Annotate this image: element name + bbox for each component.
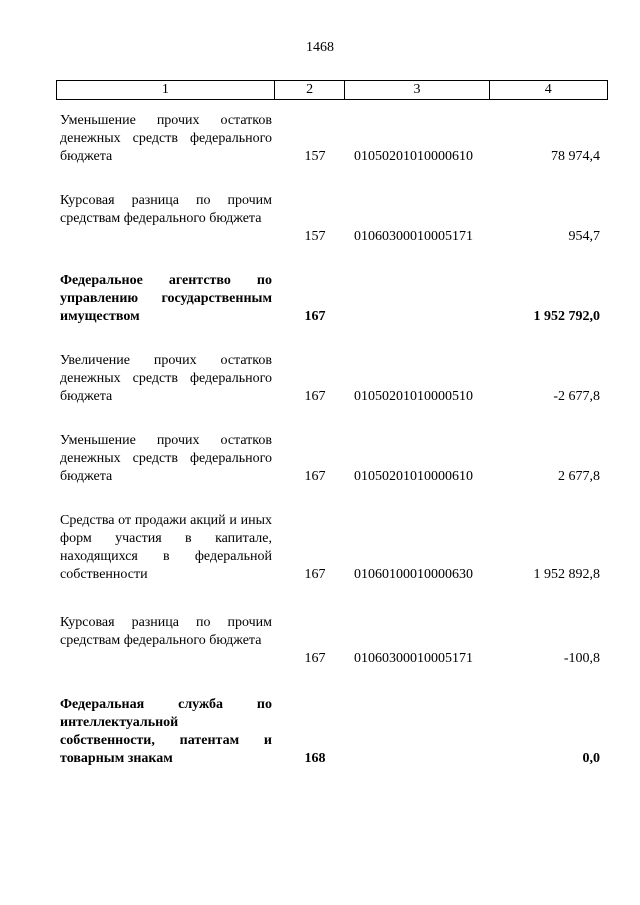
column-header-row bbox=[57, 81, 608, 100]
row-code: 167 bbox=[304, 389, 326, 404]
row-amount: -2 677,8 bbox=[553, 389, 600, 404]
row-code: 167 bbox=[304, 567, 326, 582]
row-amount: 954,7 bbox=[568, 229, 600, 244]
row-amount: 0,0 bbox=[582, 751, 600, 766]
table-row-group-header bbox=[56, 272, 608, 352]
column-header-1: 1 bbox=[57, 81, 275, 100]
table-row bbox=[56, 614, 608, 696]
column-header-3: 3 bbox=[345, 81, 489, 100]
row-description: Федеральное агентство по управлению государственным имуществом bbox=[60, 273, 272, 324]
row-kbk: 01060300010005171 bbox=[354, 229, 473, 244]
row-code: 167 bbox=[304, 651, 326, 666]
table-row bbox=[56, 352, 608, 432]
row-code: 157 bbox=[304, 149, 326, 164]
row-amount: 2 677,8 bbox=[558, 469, 600, 484]
column-header-table bbox=[56, 80, 608, 100]
row-description: Средства от продажи акций и иных форм участия в капитале, находящихся в федеральной собственности bbox=[60, 513, 272, 582]
row-description: Увеличение прочих остатков денежных средств федерального бюджета bbox=[60, 353, 272, 404]
row-code: 167 bbox=[304, 309, 326, 324]
table-row bbox=[56, 192, 608, 272]
row-description: Федеральная служба по интеллектуальной собственности, патентам и товарным знакам bbox=[60, 697, 272, 766]
column-header-4: 4 bbox=[489, 81, 607, 100]
row-code: 168 bbox=[304, 751, 326, 766]
row-code: 157 bbox=[304, 229, 326, 244]
row-description: Курсовая разница по прочим средствам федерального бюджета bbox=[60, 615, 272, 648]
row-amount: -100,8 bbox=[563, 651, 600, 666]
page-number: 1468 bbox=[306, 40, 334, 55]
table-row bbox=[56, 432, 608, 512]
row-amount: 1 952 792,0 bbox=[533, 309, 600, 324]
row-kbk: 01060300010005171 bbox=[354, 651, 473, 666]
row-description: Уменьшение прочих остатков денежных средств федерального бюджета bbox=[60, 433, 272, 484]
row-kbk: 01050201010000510 bbox=[354, 389, 473, 404]
table-body bbox=[56, 112, 608, 776]
row-description: Курсовая разница по прочим средствам федерального бюджета bbox=[60, 193, 272, 226]
table-row-group-header bbox=[56, 696, 608, 776]
row-code: 167 bbox=[304, 469, 326, 484]
row-description: Уменьшение прочих остатков денежных средств федерального бюджета bbox=[60, 113, 272, 164]
row-kbk: 01050201010000610 bbox=[354, 469, 473, 484]
row-amount: 78 974,4 bbox=[551, 149, 600, 164]
row-kbk: 01060100010000630 bbox=[354, 567, 473, 582]
table-row bbox=[56, 112, 608, 192]
row-amount: 1 952 892,8 bbox=[533, 567, 600, 582]
table-row bbox=[56, 512, 608, 614]
row-kbk: 01050201010000610 bbox=[354, 149, 473, 164]
column-header-2: 2 bbox=[274, 81, 345, 100]
